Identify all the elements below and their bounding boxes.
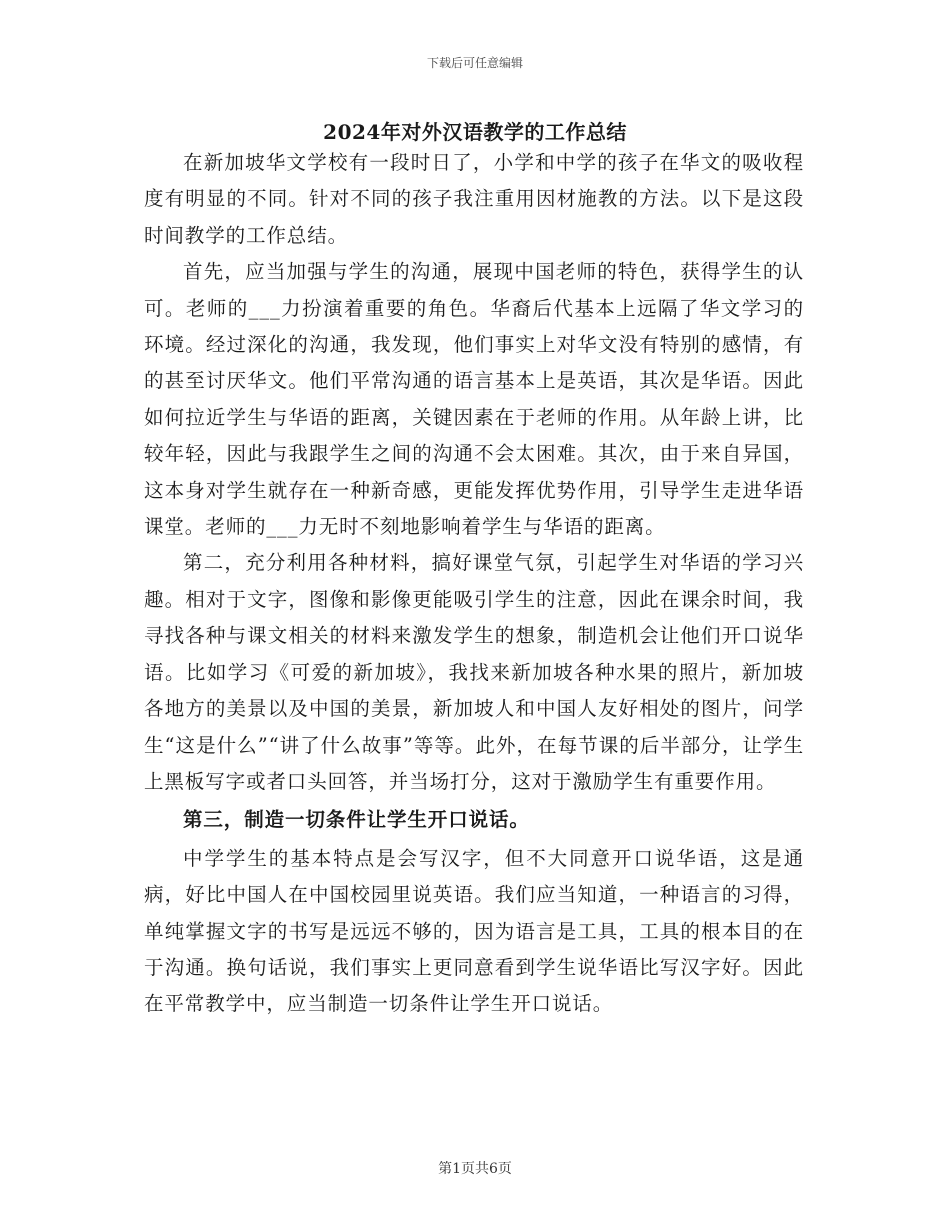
paragraph-first-point: 首先，应当加强与学生的沟通，展现中国老师的特色，获得学生的认可。老师的___力扮演着重要的角色。华裔后代基本上远隔了华文学习的环境。经过深化的沟通，我发现，他们事实上对华文没有特别的感情，有的甚至讨厌华文。他们平常沟通的语言基本上是英语，其次是华语。因此如何拉近学生与华语的距离，关键因素在于老师的作用。从年龄上讲，比较年轻，因此与我跟学生之间的沟通不会太困难。其次，由于来自异国，这本身对学生就存在一种新奇感，更能发挥优势作用，引导学生走进华语课堂。老师的___力无时不刻地影响着学生与华语的距离。 bbox=[144, 260, 804, 539]
page-header-note: 下载后可任意编辑 bbox=[426, 56, 523, 70]
paragraph-second-point: 第二，充分利用各种材料，搞好课堂气氛，引起学生对华语的学习兴趣。相对于文字，图像和影像更能吸引学生的注意，因此在课余时间，我寻找各种与课文相关的材料来激发学生的想象，制造机会让他们开口说华语。比如学习《可爱的新加坡》，我找来新加坡各种水果的照片，新加坡各地方的美景以及中国的美景，新加坡人和中国人友好相处的图片，问学生“这是什么”“讲了什么故事”等等。此外，在每节课的后半部分，让学生上黑板写字或者口头回答，并当场打分，这对于激励学生有重要作用。 bbox=[144, 551, 804, 793]
section-heading-third: 第三，制造一切条件让学生开口说话。 bbox=[183, 808, 530, 832]
document-title: 2024年对外汉语教学的工作总结 bbox=[323, 120, 627, 144]
document-body bbox=[144, 145, 804, 1023]
paragraph-intro: 在新加坡华文学校有一段时日了，小学和中学的孩子在华文的吸收程度有明显的不同。针对不同的孩子我注重用因材施教的方法。以下是这段时间教学的工作总结。 bbox=[144, 151, 804, 247]
page-number: 第1页共6页 bbox=[438, 1161, 512, 1177]
paragraph-third-point: 中学学生的基本特点是会写汉字，但不大同意开口说华语，这是通病，好比中国人在中国校园里说英语。我们应当知道，一种语言的习得，单纯掌握文字的书写是远远不够的，因为语言是工具，工具的根本目的在于沟通。换句话说，我们事实上更同意看到学生说华语比写汉字好。因此在平常教学中，应当制造一切条件让学生开口说话。 bbox=[144, 846, 804, 1016]
